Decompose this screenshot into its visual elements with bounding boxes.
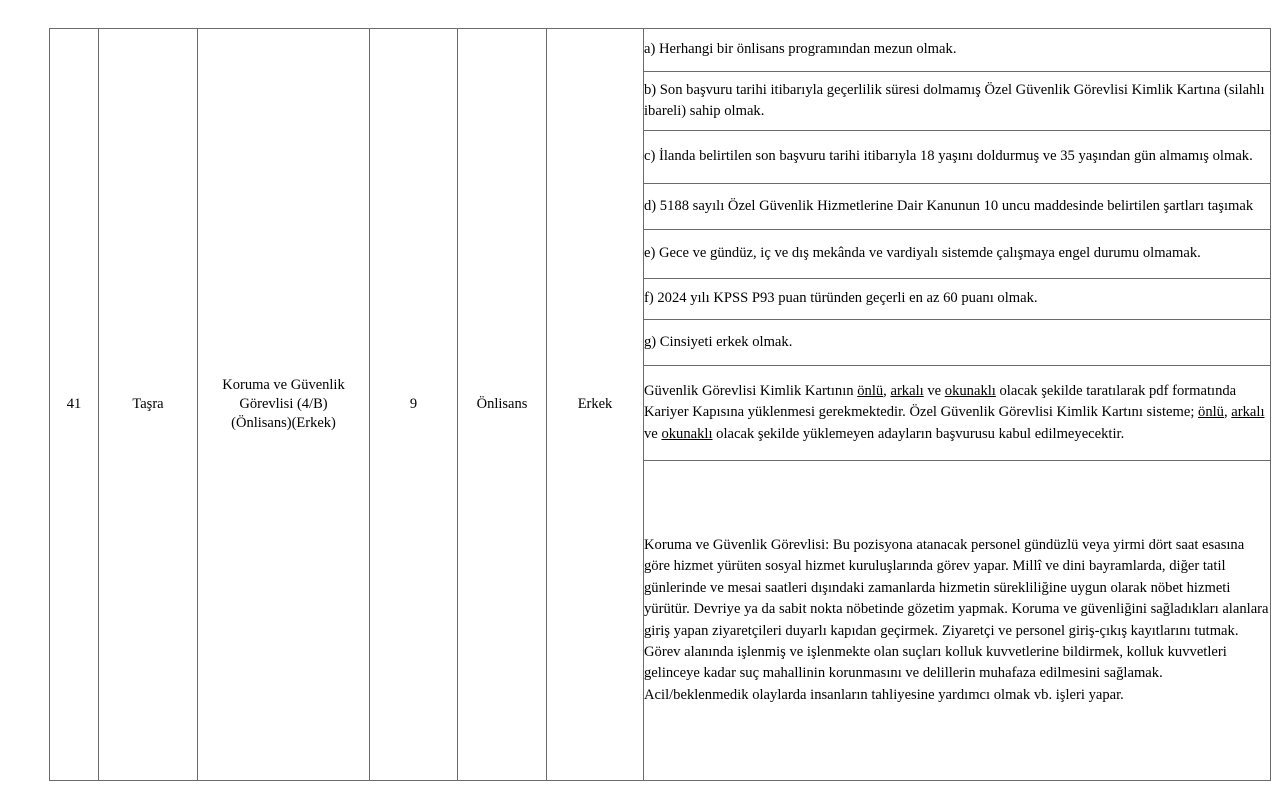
- emphasis-underlined-term: okunaklı: [661, 425, 713, 442]
- note-text-segment: Güvenlik Görevlisi Kimlik Kartının: [644, 382, 858, 399]
- cell-adet: 9: [370, 29, 458, 781]
- condition-b: b) Son başvuru tarihi itibarıyla geçerlilik süresi dolmamış Özel Güvenlik Görevlisi Kimlik Kartına (silahlı ibareli) sahip olmak.: [644, 72, 1271, 131]
- table-row: [50, 29, 1271, 72]
- position-listing-table: [49, 28, 1271, 781]
- emphasis-underlined-term: okunaklı: [944, 382, 996, 399]
- cell-cinsiyet: Erkek: [547, 29, 644, 781]
- job-description-text: Koruma ve Güvenlik Görevlisi: Bu pozisyona atanacak personel gündüzlü veya yirmi dört saat esasına göre hizmet yürüten sosyal hizmet kuruluşlarında görev yapar. Millî ve dini bayramlarda, diğer tatil günlerinde ve mesai saatleri dışındaki zamanlarda hizmetin sürekliliğine uygun olarak nöbet hizmeti yürütür. Devriye ya da sabit nokta nöbetinde gözetim yapmak. Koruma ve güvenliğini sağladıkları alanlara giriş yapan ziyaretçileri duyarlı kapıdan geçirmek. Ziyaretçi ve personel giriş-çıkış kayıtlarını tutmak. Görev alanında işlenmiş ve işlenmekte olan suçları kolluk kuvvetlerine bildirmek, kolluk kuvvetleri gelinceye kadar suç mahallinin korunmasını ve delillerin muhafaza edilmesini sağlamak. Acil/beklenmedik olaylarda insanların tahliyesine yardımcı olmak vb. işleri yapar.: [644, 536, 1269, 703]
- unvan-line-1: Koruma ve Güvenlik: [222, 376, 345, 393]
- emphasis-underlined-term: önlü: [1198, 404, 1224, 421]
- cell-unvan: [198, 29, 370, 781]
- id-card-upload-note: [644, 366, 1271, 461]
- condition-e: e) Gece ve gündüz, iç ve dış mekânda ve vardiyalı sistemde çalışmaya engel durumu olmamak.: [644, 230, 1271, 279]
- id-card-upload-note-text: [644, 383, 1265, 442]
- note-text-segment: ,: [1223, 404, 1232, 421]
- cell-birim: Taşra: [99, 29, 198, 781]
- note-text-segment: olacak şekilde taratılarak pdf formatında Kariyer Kapısına yüklenmesi gerekmektedir. Özel Güvenlik Görevlisi Kimlik Kartını sisteme;: [644, 382, 1237, 421]
- condition-c: c) İlanda belirtilen son başvuru tarihi itibarıyla 18 yaşını doldurmuş ve 35 yaşından gün almamış olmak.: [644, 131, 1271, 184]
- emphasis-underlined-term: arkalı: [1231, 404, 1265, 421]
- unvan-line-2: Görevlisi (4/B): [239, 395, 328, 412]
- emphasis-underlined-term: önlü: [857, 382, 884, 399]
- condition-a: a) Herhangi bir önlisans programından mezun olmak.: [644, 29, 1271, 72]
- note-text-segment: ve: [923, 382, 945, 399]
- cell-sira-no: 41: [50, 29, 99, 781]
- note-text-segment: ve: [644, 425, 662, 442]
- condition-d: d) 5188 sayılı Özel Güvenlik Hizmetlerine Dair Kanunun 10 uncu maddesinde belirtilen şartları taşımak: [644, 184, 1271, 230]
- job-description: [644, 461, 1271, 781]
- condition-g: g) Cinsiyeti erkek olmak.: [644, 320, 1271, 366]
- note-text-segment: ,: [883, 382, 891, 399]
- note-text-segment: olacak şekilde yüklemeyen adayların başvurusu kabul edilmeyecektir.: [712, 425, 1125, 442]
- unvan-line-3: (Önlisans)(Erkek): [231, 415, 336, 432]
- emphasis-underlined-term: arkalı: [890, 382, 924, 399]
- cell-ogrenim-duzeyi: Önlisans: [458, 29, 547, 781]
- condition-f: f) 2024 yılı KPSS P93 puan türünden geçerli en az 60 puanı olmak.: [644, 279, 1271, 320]
